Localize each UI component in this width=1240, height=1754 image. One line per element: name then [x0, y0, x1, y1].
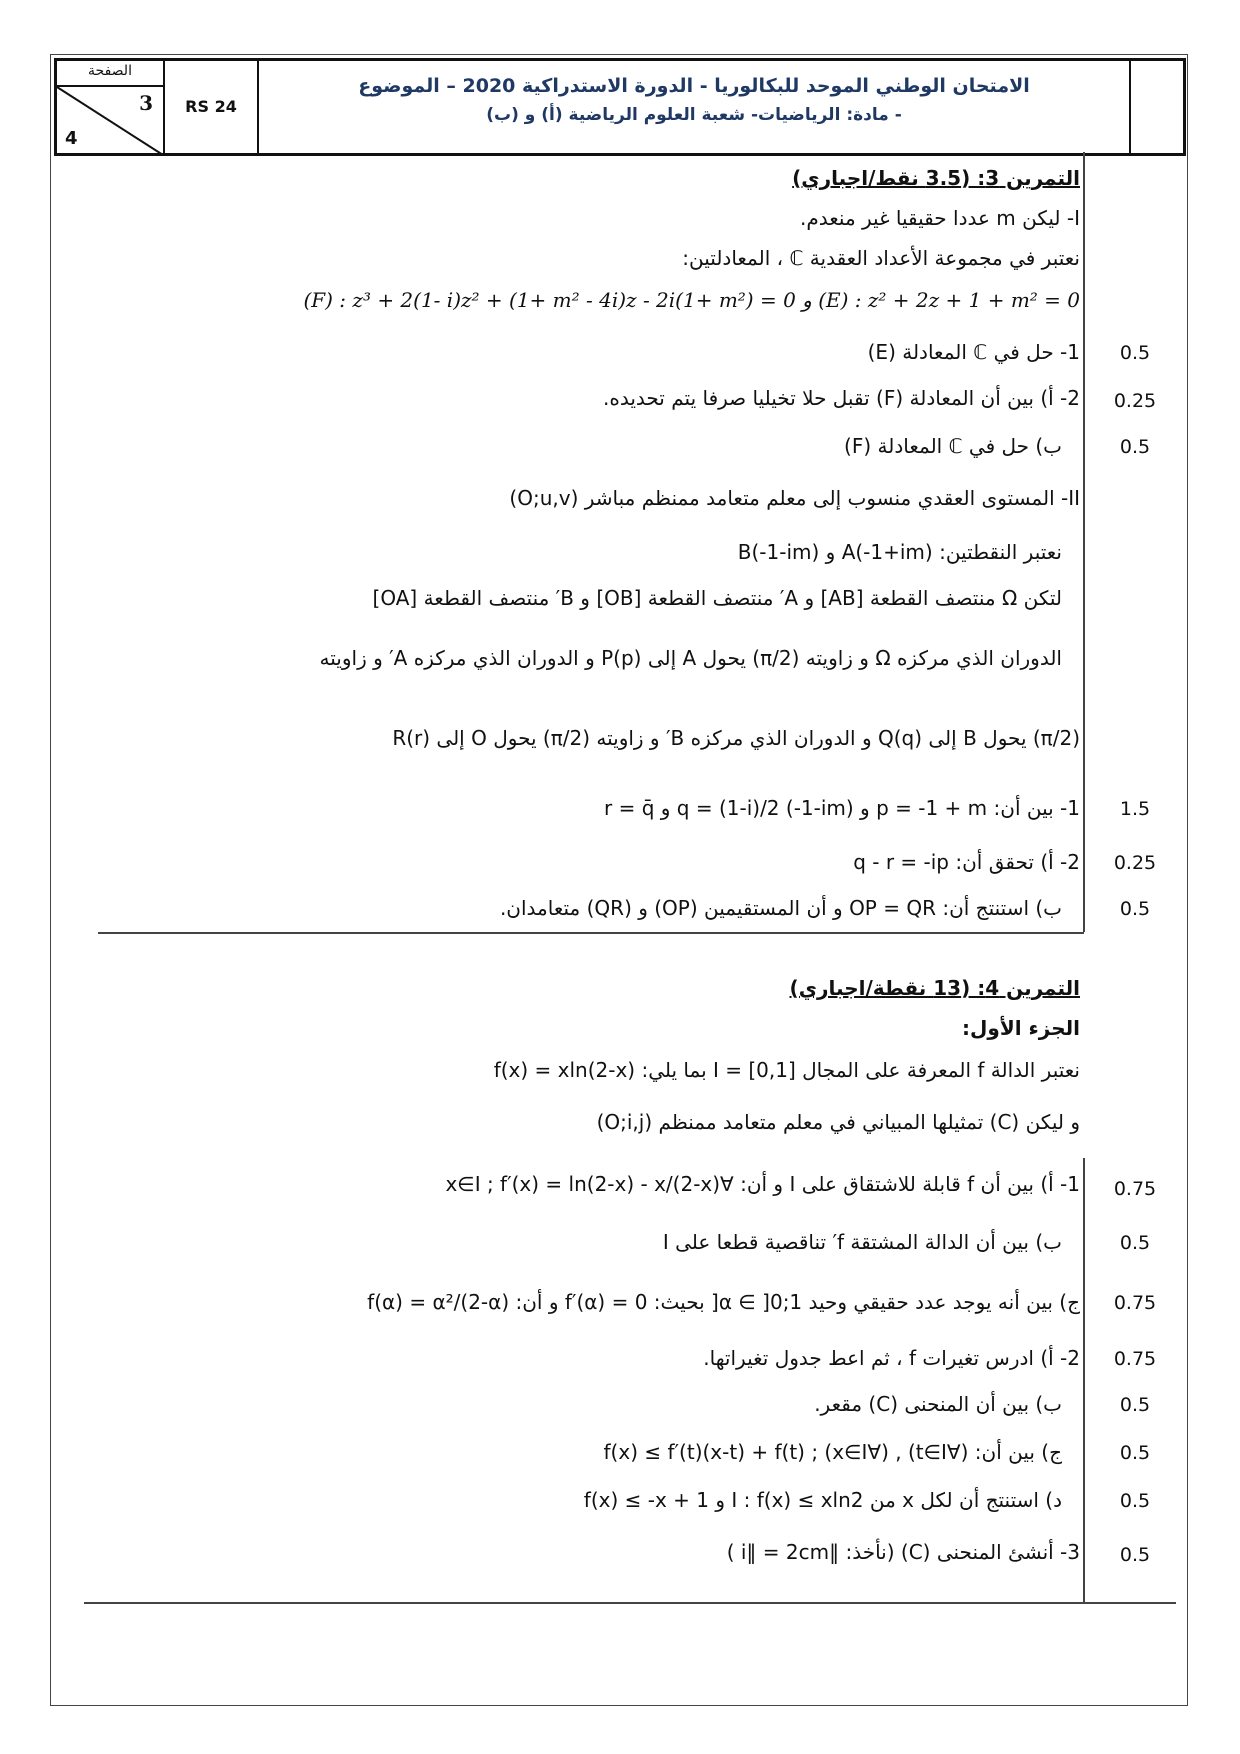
ex3-p2b: ب) استنتج أن: OP = QR و أن المستقيمين (OP) و (QR) متعامدان. [499, 896, 1062, 920]
points-value: 0.75 [1113, 1292, 1157, 1314]
points-value: 0.5 [1119, 342, 1151, 364]
ex3-rotation-1: الدوران الذي مركزه Ω و زاويته (π/2) يحول A إلى P(p) و الدوران الذي مركزه A′ و زاويته [319, 646, 1062, 670]
ex3-midpoints: لتكن Ω منتصف القطعة [AB] و A′ منتصف القطعة [OB] و B′ منتصف القطعة [OA] [372, 586, 1062, 610]
ex3-p1: 1- بين أن: p = -1 + m و q = (1-i)/2 (-1-im) و r = q̄ [604, 796, 1080, 820]
points-value: 1.5 [1119, 798, 1151, 820]
ex4-q2a: 2- أ) ادرس تغيرات f ، ثم اعط جدول تغيراتها. [703, 1346, 1080, 1370]
ex3-q2b: ب) حل في ℂ المعادلة (F) [844, 434, 1062, 458]
points-value: 0.5 [1119, 898, 1151, 920]
title-line-1: الامتحان الوطني الموحد للبكالوريا - الدورة الاستدراكية 2020 – الموضوع [358, 75, 1030, 97]
ex3-part2: II- المستوى العقدي منسوب إلى معلم متعامد ممنظم مباشر (O;u,v) [509, 486, 1080, 510]
ex4-q2b: ب) بين أن المنحنى (C) مقعر. [814, 1392, 1062, 1416]
page-total: 4 [65, 128, 78, 149]
exam-title [259, 61, 1131, 153]
points-value: 0.5 [1119, 1394, 1151, 1416]
page-number-box [57, 61, 165, 153]
ex4-part-1: الجزء الأول: [962, 1016, 1080, 1040]
ex4-q1a: 1- أ) بين أن f قابلة للاشتقاق على I و أن: ∀x∈I ; f′(x) = ln(2-x) - x/(2-x) [445, 1172, 1080, 1196]
points-value: 0.5 [1119, 436, 1151, 458]
ex3-q2a: 2- أ) بين أن المعادلة (F) تقبل حلا تخيليا صرفا يتم تحديده. [602, 386, 1080, 410]
points-value: 0.5 [1119, 1490, 1151, 1512]
points-value: 0.5 [1119, 1544, 1151, 1566]
ex3-equations: (F) : z³ + 2(1- i)z² + (1+ m² - 4i)z - 2i(1+ m²) = 0 و (E) : z² + 2z + 1 + m² = 0 [303, 288, 1080, 312]
page-current: 3 [139, 91, 153, 115]
exercise-4-heading: التمرين 4: (13 نقطة/اجباري) [789, 976, 1080, 1000]
points-value: 0.25 [1113, 852, 1157, 874]
ex3-rotation-2: (π/2) يحول B إلى Q(q) و الدوران الذي مركزه B′ و زاويته (π/2) يحول O إلى R(r) [392, 726, 1080, 750]
ex3-points: نعتبر النقطتين: A(-1+im) و B(-1-im) [737, 540, 1062, 564]
exercise-divider [98, 932, 1084, 934]
exam-code: RS 24 [165, 61, 259, 153]
ex4-q3: 3- أنشئ المنحنى (C) (نأخذ: ‖i‖ = 2cm ) [726, 1540, 1080, 1564]
ex3-set: نعتبر في مجموعة الأعداد العقدية ℂ ، المعادلتين: [682, 246, 1080, 270]
ex3-q1: 1- حل في ℂ المعادلة (E) [867, 340, 1080, 364]
points-value: 0.75 [1113, 1178, 1157, 1200]
points-value: 0.5 [1119, 1232, 1151, 1254]
points-value: 0.25 [1113, 390, 1157, 412]
blank-cell [1131, 61, 1183, 153]
points-column-divider [1083, 152, 1085, 932]
ex4-q2d: د) استنتج أن لكل x من I : f(x) ≤ xln2 و f(x) ≤ -x + 1 [583, 1488, 1062, 1512]
ex3-intro: I- ليكن m عددا حقيقيا غير منعدم. [800, 206, 1080, 230]
title-line-2: - مادة: الرياضيات- شعبة العلوم الرياضية (أ) و (ب) [486, 105, 902, 125]
points-value: 0.75 [1113, 1348, 1157, 1370]
points-value: 0.5 [1119, 1442, 1151, 1464]
exercise-3-heading: التمرين 3: (3.5 نقط/اجباري) [792, 166, 1080, 190]
ex4-q1b: ب) بين أن الدالة المشتقة f′ تناقصية قطعا على I [662, 1230, 1062, 1254]
exam-header [54, 58, 1186, 156]
page-label: الصفحة [88, 63, 132, 79]
ex4-function: نعتبر الدالة f المعرفة على المجال I = [0,1] بما يلي: f(x) = xln(2-x) [493, 1058, 1080, 1082]
ex4-curve: و ليكن (C) تمثيلها المبياني في معلم متعامد ممنظم (O;i,j) [596, 1110, 1080, 1134]
points-column-divider [1083, 1158, 1085, 1602]
exercise-divider [84, 1602, 1176, 1604]
ex4-q2c: ج) بين أن: (∀t∈I) , (∀x∈I) ; f(x) ≤ f′(t)(x-t) + f(t) [603, 1440, 1062, 1464]
ex4-q1c: ج) بين أنه يوجد عدد حقيقي وحيد α ∈ ]0;1[ بحيث: f′(α) = 0 و أن: f(α) = α²/(2-α) [367, 1290, 1080, 1314]
ex3-p2a: 2- أ) تحقق أن: q - r = -ip [853, 850, 1080, 874]
